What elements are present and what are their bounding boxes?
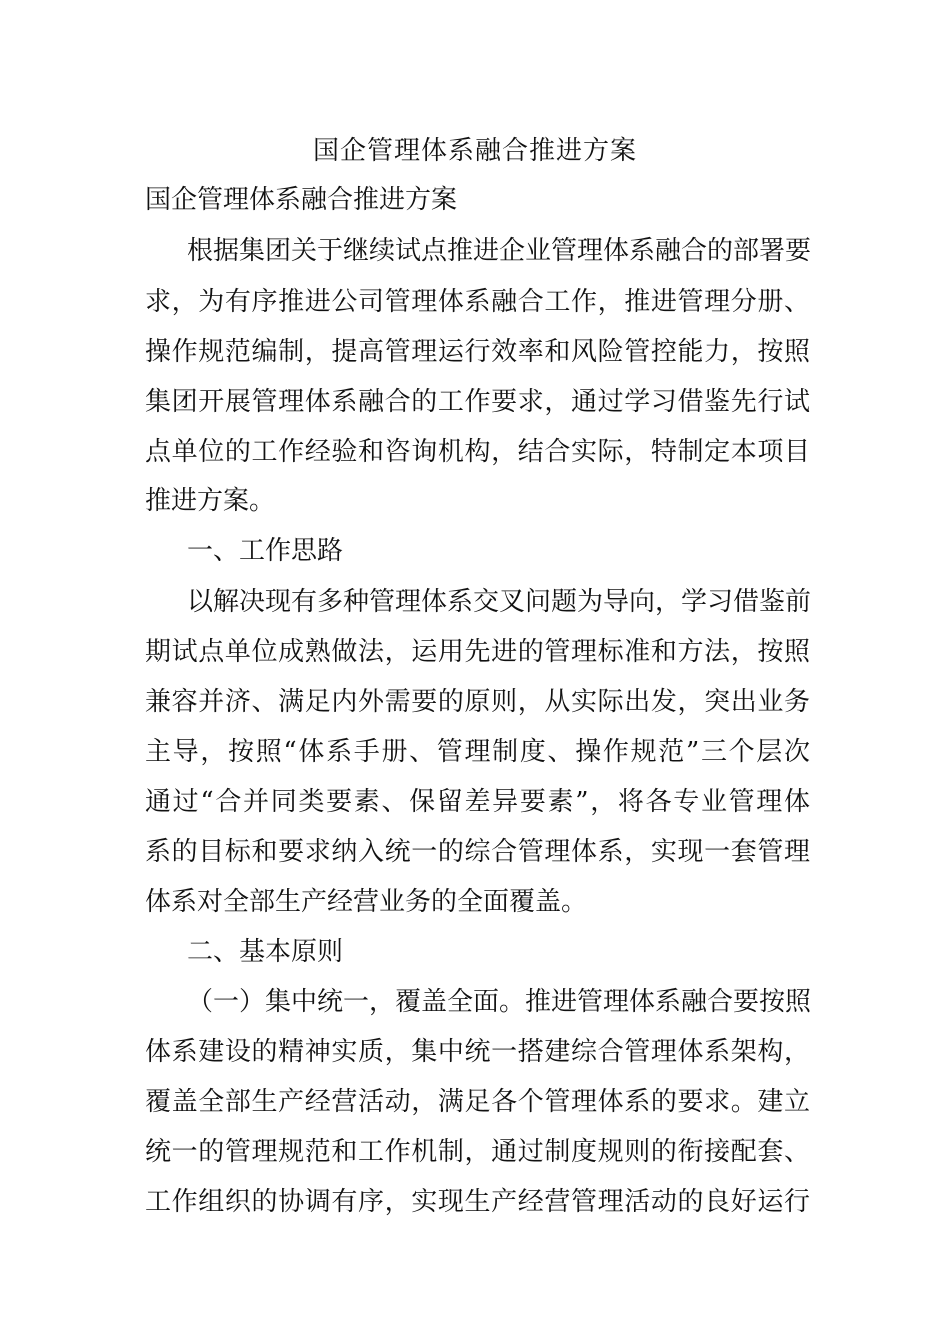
section1-line: 主导，按照“体系手册、管理制度、操作规范”三个层次 <box>145 737 810 767</box>
section2-line: 统一的管理规范和工作机制，通过制度规则的衔接配套、 <box>145 1137 810 1167</box>
section2-line: 覆盖全部生产经营活动，满足各个管理体系的要求。建立 <box>145 1087 810 1117</box>
section1-line: 系的目标和要求纳入统一的综合管理体系，实现一套管理 <box>145 837 810 867</box>
intro-line: 推进方案。 <box>145 486 276 516</box>
document-subtitle: 国企管理体系融合推进方案 <box>145 185 458 215</box>
section1-line: 通过“合并同类要素、保留差异要素”，将各专业管理体 <box>145 787 810 817</box>
section1-line: 体系对全部生产经营业务的全面覆盖。 <box>145 887 588 917</box>
intro-line: 点单位的工作经验和咨询机构，结合实际，特制定本项目 <box>145 437 810 467</box>
document-title: 国企管理体系融合推进方案 <box>312 136 637 166</box>
section1-line: 以解决现有多种管理体系交叉问题为导向，学习借鉴前 <box>187 587 812 617</box>
intro-line: 操作规范编制，提高管理运行效率和风险管控能力，按照 <box>145 337 810 367</box>
section2-line: 体系建设的精神实质，集中统一搭建综合管理体系架构， <box>145 1037 810 1067</box>
intro-line: 集团开展管理体系融合的工作要求，通过学习借鉴先行试 <box>145 387 810 417</box>
intro-line: 根据集团关于继续试点推进企业管理体系融合的部署要 <box>187 236 812 266</box>
section2-heading: 二、基本原则 <box>187 937 344 967</box>
section2-line: 工作组织的协调有序，实现生产经营管理活动的良好运行 <box>145 1187 810 1217</box>
section1-line: 兼容并济、满足内外需要的原则，从实际出发，突出业务 <box>145 687 810 717</box>
section1-heading: 一、工作思路 <box>187 536 344 566</box>
section2-line: （一）集中统一，覆盖全面。推进管理体系融合要按照 <box>187 987 812 1017</box>
section1-line: 期试点单位成熟做法，运用先进的管理标准和方法，按照 <box>145 637 810 667</box>
intro-line: 求，为有序推进公司管理体系融合工作，推进管理分册、 <box>145 287 810 317</box>
